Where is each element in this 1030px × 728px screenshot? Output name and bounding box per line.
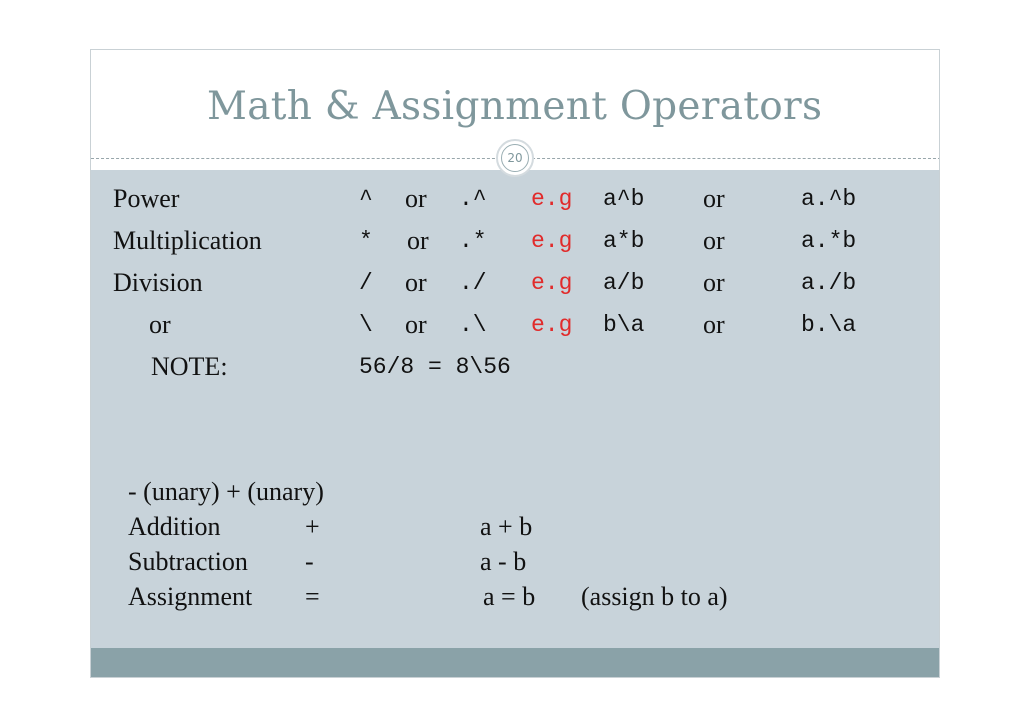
example-expression: b\a: [603, 312, 645, 338]
example-marker: e.g: [531, 228, 573, 254]
note-value: 56/8 = 8\56: [359, 354, 511, 380]
operator-or: or: [405, 184, 427, 213]
operator-symbol: \: [359, 312, 373, 338]
slide: [90, 49, 940, 678]
page-number: 20: [501, 144, 529, 172]
addition-label: Addition: [128, 512, 221, 541]
operator-symbol: /: [359, 270, 373, 296]
example-or: or: [703, 268, 725, 297]
subtraction-operator: -: [305, 547, 314, 576]
unary-operators-label: - (unary) + (unary): [128, 477, 324, 506]
example-expression: a*b: [603, 228, 645, 254]
assignment-comment: (assign b to a): [581, 582, 728, 611]
example-dot-expression: a.*b: [801, 228, 857, 254]
operator-dot-symbol: ./: [459, 270, 487, 296]
example-dot-expression: a.^b: [801, 186, 857, 212]
operator-name: Division: [113, 268, 203, 297]
example-or: or: [703, 226, 725, 255]
operator-row-multiplication: [91, 224, 940, 258]
note-row: [91, 350, 940, 384]
operator-name: Power: [113, 184, 180, 213]
example-expression: a/b: [603, 270, 645, 296]
operator-row-power: [91, 182, 940, 216]
addition-operator: +: [305, 512, 320, 541]
example-or: or: [703, 310, 725, 339]
operator-dot-symbol: .*: [459, 228, 487, 254]
operator-row-left-division: [91, 308, 940, 342]
example-marker: e.g: [531, 270, 573, 296]
assignment-label: Assignment: [128, 582, 253, 611]
assignment-example: a = b: [483, 582, 536, 611]
assignment-operator: =: [305, 582, 320, 611]
operator-symbol: ^: [359, 186, 373, 212]
subtraction-example: a - b: [480, 547, 527, 576]
operator-or: or: [405, 310, 427, 339]
example-dot-expression: a./b: [801, 270, 857, 296]
operator-dot-symbol: .\: [459, 312, 487, 338]
operator-row-division: [91, 266, 940, 300]
operator-name: Multiplication: [113, 226, 262, 255]
slide-title: Math & Assignment Operators: [207, 84, 823, 129]
addition-example: a + b: [480, 512, 533, 541]
operator-dot-symbol: .^: [459, 186, 487, 212]
footer-band: [91, 648, 940, 678]
operator-symbol: *: [359, 228, 373, 254]
example-or: or: [703, 184, 725, 213]
example-marker: e.g: [531, 312, 573, 338]
example-dot-expression: b.\a: [801, 312, 857, 338]
note-label: NOTE:: [151, 352, 228, 381]
example-marker: e.g: [531, 186, 573, 212]
subtraction-label: Subtraction: [128, 547, 248, 576]
page-number-badge: [496, 139, 534, 177]
operator-name: or: [149, 310, 171, 339]
example-expression: a^b: [603, 186, 645, 212]
operator-or: or: [407, 226, 429, 255]
operator-or: or: [405, 268, 427, 297]
